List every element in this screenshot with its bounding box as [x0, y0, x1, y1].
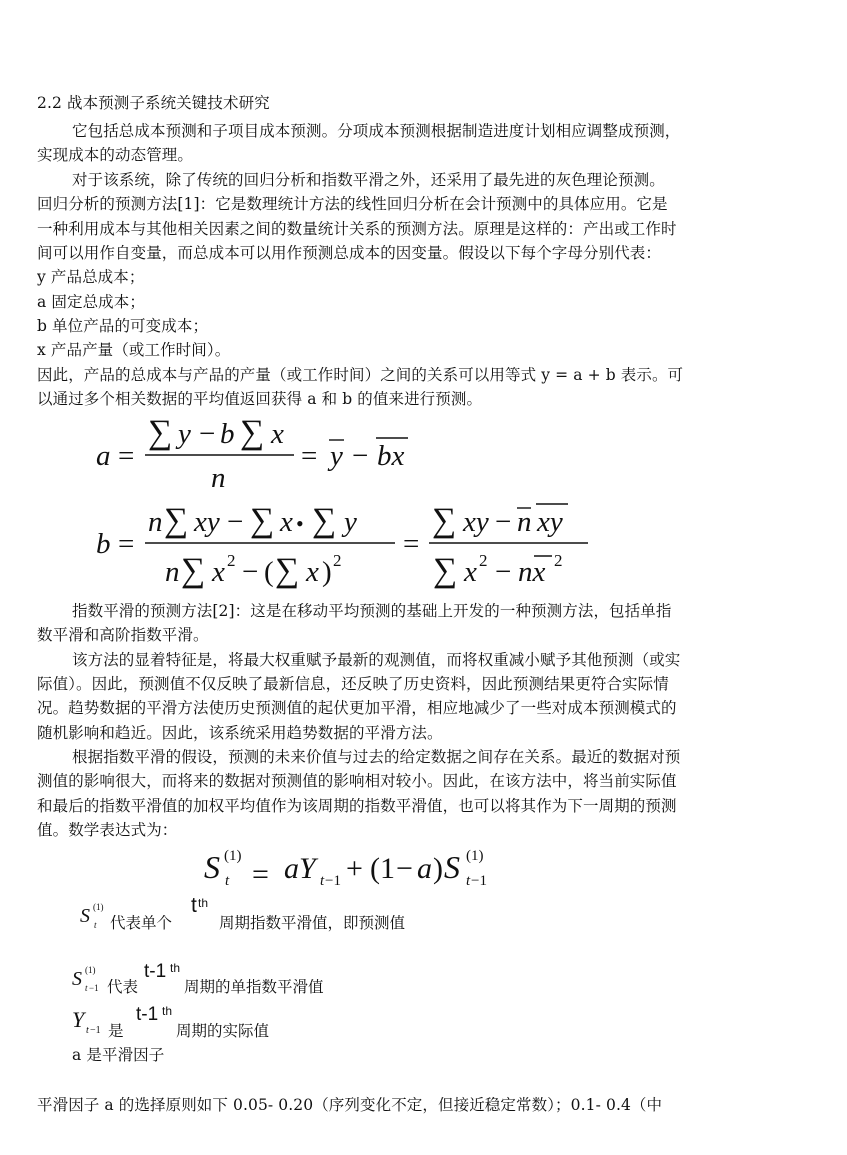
paragraph-line: 实现成本的动态管理。 — [37, 146, 194, 164]
symbol-y-t-minus-1 — [72, 1005, 108, 1037]
svg-text:xy: xy — [537, 506, 563, 538]
svg-text:n: n — [211, 462, 226, 494]
svg-text:Y: Y — [72, 1007, 85, 1032]
svg-text:): ) — [322, 556, 332, 588]
svg-text:n: n — [148, 506, 163, 538]
svg-text:−1: −1 — [90, 1025, 101, 1036]
svg-text:S: S — [204, 849, 220, 885]
svg-text:−: − — [495, 556, 512, 588]
svg-text:y: y — [178, 418, 191, 450]
symbol-s-t-minus-1 — [72, 963, 108, 995]
svg-text:2: 2 — [227, 551, 236, 570]
svg-text:2: 2 — [479, 551, 488, 570]
definition-1-th: th — [198, 896, 209, 910]
paragraph-line: 该方法的显着特征是，将最大权重赋予最新的观测值，而将权重减小赋予其他预测（或实 — [72, 651, 681, 669]
definition-3-th: th — [162, 1004, 173, 1018]
svg-text:a: a — [96, 440, 111, 472]
svg-text:x: x — [271, 418, 284, 450]
svg-text:bx: bx — [377, 440, 405, 472]
svg-text:a: a — [417, 852, 432, 885]
svg-text:−1: −1 — [325, 873, 341, 889]
paragraph-line: 因此，产品的总成本与产品的产量（或工作时间）之间的关系可以用等式 y = a + b 表示。可 — [37, 366, 684, 384]
svg-text:(1): (1) — [93, 902, 104, 912]
svg-text:t: t — [225, 873, 230, 889]
svg-text:∑: ∑ — [275, 552, 300, 589]
svg-text:(1): (1) — [466, 848, 484, 864]
symbol-s-t — [80, 900, 110, 932]
svg-text:x: x — [306, 556, 319, 588]
paragraph-line: 测值的影响很大，而将来的数据对预测值的影响相对较小。因此，在该方法中，将当前实际值 — [37, 772, 677, 790]
svg-text:∑: ∑ — [164, 502, 189, 539]
svg-text:=: = — [301, 440, 318, 472]
definition-2-t-minus-1: t-1 — [144, 961, 167, 982]
svg-text:−: − — [352, 440, 369, 472]
definition-3-post: 周期的实际值 — [176, 1022, 270, 1040]
paragraph-line: 际值）。因此，预测值不仅反映了最新信息，还反映了历史资料，因此预测结果更符合实际情 — [37, 675, 669, 693]
svg-text:∑: ∑ — [433, 552, 458, 589]
svg-text:−1: −1 — [471, 873, 487, 889]
definition-1-pre: 代表单个 — [110, 914, 173, 932]
svg-text:b: b — [96, 528, 111, 560]
paragraph-line: 以通过多个相关数据的平均值返回获得 a 和 b 的值来进行预测。 — [37, 390, 483, 408]
svg-text:(: ( — [264, 556, 274, 588]
definition-1-post: 周期指数平滑值，即预测值 — [219, 914, 406, 932]
paragraph-line: 间可以用作自变量，而总成本可以用作预测总成本的因变量。假设以下每个字母分别代表： — [37, 244, 662, 262]
svg-text:2: 2 — [333, 551, 342, 570]
svg-text:∑: ∑ — [148, 414, 173, 451]
paragraph-line: 指数平滑的预测方法[2]：这是在移动平均预测的基础上开发的一种预测方法，包括单指 — [72, 602, 672, 620]
svg-text:∑: ∑ — [181, 552, 206, 589]
svg-text:−: − — [227, 506, 244, 538]
definition-2-pre: 代表 — [107, 978, 139, 996]
svg-text:(1: (1 — [370, 852, 395, 885]
svg-text:xy: xy — [194, 506, 220, 538]
svg-text:S: S — [80, 905, 90, 927]
svg-text:=: = — [403, 528, 420, 560]
formula-a — [90, 410, 450, 495]
svg-text:n: n — [165, 556, 180, 588]
svg-text:S: S — [444, 849, 460, 885]
paragraph-line: 数平滑和高阶指数平滑。 — [37, 626, 209, 644]
definition-2-post: 周期的单指数平滑值 — [184, 978, 324, 996]
formula-b — [90, 496, 610, 596]
svg-text:−1: −1 — [89, 983, 99, 993]
svg-text:x: x — [280, 506, 293, 538]
svg-text:−: − — [242, 556, 259, 588]
formula-smoothing — [200, 840, 520, 896]
paragraph-line: 一种利用成本与其他相关因素之间的数量统计关系的预测方法。原理是这样的：产出或工作时 — [37, 220, 677, 238]
definition-4: a 是平滑因子 — [72, 1046, 165, 1064]
svg-text:nx: nx — [518, 556, 546, 588]
svg-text:t: t — [85, 983, 88, 993]
svg-text:•: • — [296, 511, 304, 536]
paragraph-line: 平滑因子 a 的选择原则如下 0.05- 0.20（序列变化不定，但接近稳定常数）；0.1- 0.4（中 — [37, 1096, 663, 1114]
svg-text:S: S — [72, 968, 82, 990]
paragraph-line: 和最后的指数平滑值的加权平均值作为该周期的指数平滑值，也可以将其作为下一周期的预测 — [37, 797, 677, 815]
svg-text:xy: xy — [463, 506, 489, 538]
svg-text:−: − — [199, 418, 216, 450]
svg-text:n: n — [517, 506, 532, 538]
paragraph-line: 值。数学表达式为： — [37, 821, 178, 839]
section-heading: 2.2 战本预测子系统关键技术研究 — [37, 94, 270, 112]
definition-3-t-minus-1: t-1 — [136, 1004, 159, 1025]
svg-text:): ) — [433, 852, 443, 885]
svg-text:−: − — [396, 852, 413, 885]
paragraph-line: 根据指数平滑的假设，预测的未来价值与过去的给定数据之间存在关系。最近的数据对预 — [72, 748, 681, 766]
svg-text:t: t — [320, 873, 325, 889]
svg-text:t: t — [94, 920, 97, 930]
paragraph-line: 回归分析的预测方法[1]：它是数理统计方法的线性回归分析在会计预测中的具体应用。它是 — [37, 195, 668, 213]
svg-text:∑: ∑ — [432, 502, 457, 539]
svg-text:+: + — [346, 852, 363, 885]
variable-item: b 单位产品的可变成本； — [37, 317, 209, 335]
svg-text:−: − — [495, 506, 512, 538]
svg-text:∑: ∑ — [250, 502, 275, 539]
definition-1-t: t — [191, 894, 197, 917]
svg-text:x: x — [212, 556, 225, 588]
paragraph-line: 况。趋势数据的平滑方法使历史预测值的起伏更加平滑，相应地减少了一些对成本预测模式的 — [37, 699, 677, 717]
variable-item: a 固定总成本； — [37, 293, 145, 311]
svg-text:=: = — [118, 528, 135, 560]
definition-3-pre: 是 — [108, 1022, 124, 1040]
svg-text:t: t — [86, 1025, 89, 1036]
paragraph-line: 对于该系统，除了传统的回归分析和指数平滑之外，还采用了最先进的灰色理论预测。 — [72, 171, 665, 189]
paragraph-line: 随机影响和趋近。因此，该系统采用趋势数据的平滑方法。 — [37, 724, 443, 742]
paragraph-line: 它包括总成本预测和子项目成本预测。分项成本预测根据制造进度计划相应调整成预测， — [72, 122, 681, 140]
svg-text:∑: ∑ — [240, 414, 265, 451]
svg-text:=: = — [118, 440, 135, 472]
definition-2-th: th — [170, 961, 181, 975]
svg-text:∑: ∑ — [312, 502, 337, 539]
svg-text:aY: aY — [284, 852, 316, 885]
svg-text:t: t — [466, 873, 471, 889]
svg-text:2: 2 — [554, 551, 563, 570]
svg-text:(1): (1) — [85, 965, 96, 975]
svg-text:(1): (1) — [224, 848, 242, 864]
svg-text:=: = — [252, 858, 269, 891]
svg-text:y: y — [344, 506, 357, 538]
variable-item: y 产品总成本； — [37, 268, 145, 286]
svg-text:y: y — [330, 440, 343, 472]
svg-text:b: b — [220, 418, 235, 450]
svg-text:x: x — [464, 556, 477, 588]
variable-item: x 产品产量（或工作时间）。 — [37, 341, 231, 359]
